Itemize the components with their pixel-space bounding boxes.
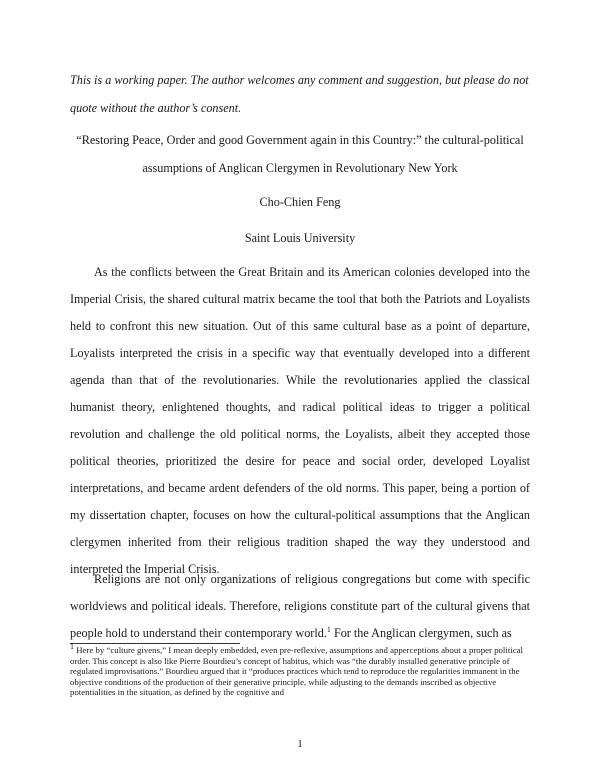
paper-title: “Restoring Peace, Order and good Government again in this Country:” the cultural-political assumptions of Anglican Clergymen in Revolutionary New York	[76, 133, 524, 175]
working-paper-note: This is a working paper. The author welcomes any comment and suggestion, but please do not quote without the author’s consent.	[70, 73, 529, 115]
paragraph-2-text: Religions are not only organizations of religious congregations but come with specific worldviews and political ideals. Therefore, religions constitute part of the cultural givens that people hold to understand their contemporary world.	[70, 572, 530, 640]
paragraph-2-continuation: For the Anglican clergymen, such as	[330, 626, 512, 640]
page-number: 1	[297, 738, 303, 750]
footnote-divider	[70, 643, 240, 644]
author-affiliation: Saint Louis University	[244, 231, 356, 245]
author-name: Cho-Chien Feng	[259, 195, 341, 209]
footnote-text: Here by “culture givens,” I mean deeply embedded, even pre-reflexive, assumptions and apperceptions about a proper political order. This concept is also like Pierre Bourdieu’s concept of habitus, which was “the durably installed generative principle of regulated improvisations.” Bourdieu argued that it “produces practices which tend to reproduce the regularities immanent in the objective conditions of the production of their generative principle, while adjusting to the demands inscribed as objective potentialities in the situation, as defined by the cognitive and	[70, 645, 523, 698]
body-paragraph-1: As the conflicts between the Great Britain and its American colonies developed into the Imperial Crisis, the shared cultural matrix became the tool that both the Patriots and Loyalists held to confront this new situation. Out of this same cultural base as a point of departure, Loyalists interpreted the crisis in a specific way that eventually developed into a different agenda than that of the revolutionaries. While the revolutionaries applied the classical humanist theory, enlightened thoughts, and radical political ideas to trigger a political revolution and challenge the old political norms, the Loyalists, albeit they accepted those political theories, prioritized the desire for peace and social order, developed Loyalist interpretations, and became ardent defenders of the old norms. This paper, being a portion of my dissertation chapter, focuses on how the cultural-political assumptions that the Anglican clergymen inherited from their religious tradition shaped the way they understood and interpreted the Imperial Crisis.	[70, 265, 530, 576]
footnote-reference[interactable]: 1	[326, 624, 331, 634]
footnote-number: 1	[70, 642, 74, 652]
body-paragraph-2	[70, 566, 530, 647]
footnote	[70, 642, 530, 698]
